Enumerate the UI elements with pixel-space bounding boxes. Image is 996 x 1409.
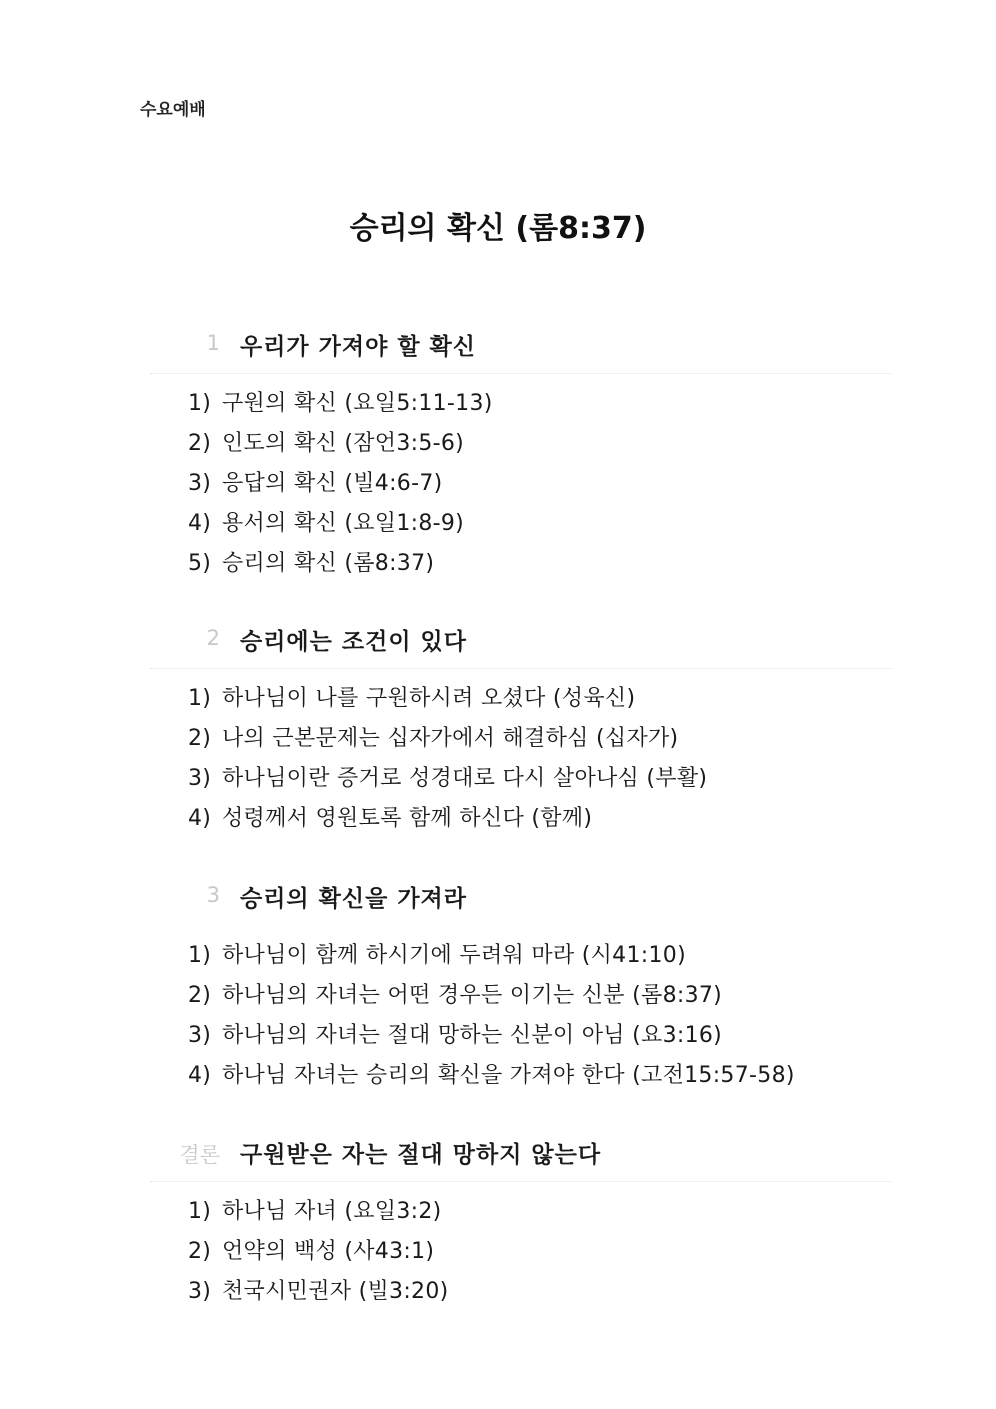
section-title: 승리에는 조건이 있다 <box>240 629 467 655</box>
item-text: 하나님의 자녀는 절대 망하는 신분이 아님 (요3:16) <box>222 1023 723 1048</box>
item-text: 응답의 확신 (빌4:6-7) <box>222 471 443 496</box>
section-title: 우리가 가져야 할 확신 <box>240 334 476 360</box>
list-item <box>188 426 493 466</box>
item-number: 1) <box>188 391 212 416</box>
item-text: 언약의 백성 (사43:1) <box>222 1239 435 1264</box>
list-item <box>188 386 493 426</box>
section-number: 3 <box>206 883 220 907</box>
section-divider <box>150 668 892 669</box>
list-item <box>188 1274 449 1314</box>
section-heading <box>0 880 996 916</box>
section-heading <box>0 623 996 659</box>
item-text: 용서의 확신 (요일1:8-9) <box>222 511 465 536</box>
section-number: 결론 <box>179 1143 220 1167</box>
list-item <box>188 801 707 841</box>
list-item <box>188 1194 449 1234</box>
item-number: 1) <box>188 686 212 711</box>
item-number: 2) <box>188 1239 212 1264</box>
item-text: 하나님이 나를 구원하시려 오셨다 (성육신) <box>222 686 636 711</box>
item-text: 천국시민권자 (빌3:20) <box>222 1279 449 1304</box>
item-text: 나의 근본문제는 십자가에서 해결하심 (십자가) <box>222 726 679 751</box>
item-number: 5) <box>188 551 212 576</box>
item-text: 하나님 자녀는 승리의 확신을 가져야 한다 (고전15:57-58) <box>222 1063 795 1088</box>
section-title: 승리의 확신을 가져라 <box>240 886 467 912</box>
list-item <box>188 466 493 506</box>
section-item-list <box>188 386 493 586</box>
item-number: 3) <box>188 1023 212 1048</box>
item-text: 하나님이란 증거로 성경대로 다시 살아나심 (부활) <box>222 766 708 791</box>
item-number: 4) <box>188 806 212 831</box>
item-text: 성령께서 영원토록 함께 하신다 (함께) <box>222 806 593 831</box>
list-item <box>188 978 795 1018</box>
section-number: 1 <box>206 331 220 355</box>
section-item-list <box>188 1194 449 1314</box>
item-number: 4) <box>188 511 212 536</box>
list-item <box>188 506 493 546</box>
list-item <box>188 1058 795 1098</box>
item-text: 구원의 확신 (요일5:11-13) <box>222 391 493 416</box>
section-divider <box>150 373 892 374</box>
item-text: 승리의 확신 (롬8:37) <box>222 551 435 576</box>
item-number: 3) <box>188 471 212 496</box>
list-item <box>188 721 707 761</box>
list-item <box>188 681 707 721</box>
list-item <box>188 761 707 801</box>
section-heading <box>0 328 996 364</box>
item-number: 3) <box>188 1279 212 1304</box>
header-label: 수요예배 <box>140 100 206 120</box>
item-number: 2) <box>188 983 212 1008</box>
section-divider <box>150 1181 892 1182</box>
list-item <box>188 1018 795 1058</box>
section-heading <box>0 1136 996 1172</box>
item-number: 4) <box>188 1063 212 1088</box>
item-text: 하나님의 자녀는 어떤 경우든 이기는 신분 (롬8:37) <box>222 983 723 1008</box>
list-item <box>188 938 795 978</box>
item-number: 2) <box>188 726 212 751</box>
item-number: 1) <box>188 943 212 968</box>
section-number: 2 <box>206 626 220 650</box>
section-item-list <box>188 938 795 1098</box>
item-text: 하나님이 함께 하시기에 두려워 마라 (시41:10) <box>222 943 686 968</box>
section-item-list <box>188 681 707 841</box>
list-item <box>188 1234 449 1274</box>
item-text: 하나님 자녀 (요일3:2) <box>222 1199 442 1224</box>
list-item <box>188 546 493 586</box>
item-text: 인도의 확신 (잠언3:5-6) <box>222 431 465 456</box>
item-number: 2) <box>188 431 212 456</box>
section-title: 구원받은 자는 절대 망하지 않는다 <box>240 1142 602 1168</box>
item-number: 3) <box>188 766 212 791</box>
item-number: 1) <box>188 1199 212 1224</box>
page-title: 승리의 확신 (롬8:37) <box>349 211 647 246</box>
